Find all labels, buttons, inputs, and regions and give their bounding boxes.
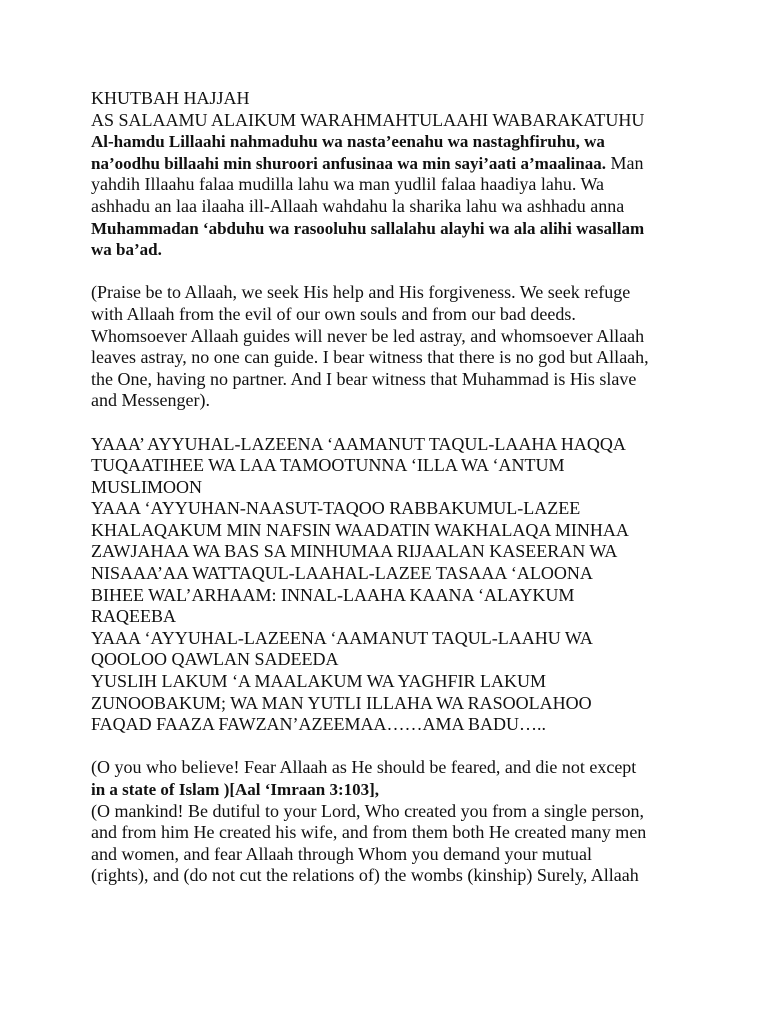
verse-line-2: TUQAATIHEE WA LAA TAMOOTUNNA ‘ILLA WA ‘ANTUM — [91, 455, 565, 476]
opening-line-6: wa ba’ad. — [91, 240, 162, 260]
verse-line-10: YAAA ‘AYYUHAL-LAZEENA ‘AAMANUT TAQUL-LAAHU WA — [91, 627, 593, 648]
verse-line-5: KHALAQAKUM MIN NAFSIN WAADATIN WAKHALAQA MINHAA — [91, 519, 629, 540]
paragraph-gap — [91, 736, 711, 758]
meaning-line-3: (O mankind! Be dutiful to your Lord, Who created you from a single person, — [91, 800, 645, 821]
translation-line-3: Whomsoever Allaah guides will never be led astray, and whomsoever Allaah — [91, 325, 645, 346]
verse-line-9: RAQEEBA — [91, 606, 176, 627]
verse-line-8: BIHEE WAL’ARHAAM: INNAL-LAAHA KAANA ‘ALAYKUM — [91, 584, 575, 605]
verse-line-7: NISAAA’AA WATTAQUL-LAAHAL-LAZEE TASAAA ‘ALOONA — [91, 563, 593, 584]
opening-line-4: ashhadu an laa ilaaha ill-Allaah wahdahu la sharika lahu wa ashhadu anna — [91, 195, 625, 216]
meaning-line-1: (O you who believe! Fear Allaah as He should be feared, and die not except — [91, 757, 637, 778]
verse-line-4: YAAA ‘AYYUHAN-NAASUT-TAQOO RABBAKUMUL-LAZEE — [91, 498, 581, 519]
verse-line-14: FAQAD FAAZA FAWZAN’AZEEMAA……AMA BADU….. — [91, 714, 547, 735]
meaning-line-5: and women, and fear Allaah through Whom you demand your mutual — [91, 843, 593, 864]
paragraph-gap — [91, 261, 711, 283]
meaning-line-4: and from him He created his wife, and from them both He created many men — [91, 822, 647, 843]
opening-line-2 — [91, 153, 711, 175]
meaning-line-6: (rights), and (do not cut the relations of) the wombs (kinship) Surely, Allaah — [91, 865, 639, 886]
verse-line-13: ZUNOOBAKUM; WA MAN YUTLI ILLAHA WA RASOOLAHOO — [91, 692, 592, 713]
translation-line-5: the One, having no partner. And I bear witness that Muhammad is His slave — [91, 368, 637, 389]
opening-line-3: yahdih Illaahu falaa mudilla lahu wa man yudlil falaa haadiya lahu. Wa — [91, 174, 605, 195]
verse-line-12: YUSLIH LAKUM ‘A MAALAKUM WA YAGHFIR LAKUM — [91, 671, 547, 692]
verse-line-6: ZAWJAHAA WA BAS SA MINHUMAA RIJAALAN KASEERAN WA — [91, 541, 618, 562]
opening-line-5: Muhammadan ‘abduhu wa rasooluhu sallalahu alayhi wa ala alihi wasallam — [91, 218, 645, 238]
verse-line-11: QOOLOO QAWLAN SADEEDA — [91, 649, 339, 670]
paragraph-gap — [91, 412, 711, 434]
translation-line-2: with Allaah from the evil of our own souls and from our bad deeds. — [91, 303, 576, 324]
meaning-line-2: in a state of Islam )[Aal ‘Imraan 3:103], — [91, 780, 380, 799]
document-page — [91, 88, 711, 887]
translation-line-6: and Messenger). — [91, 390, 210, 411]
document-title: KHUTBAH HAJJAH — [91, 88, 250, 108]
translation-line-4: leaves astray, no one can guide. I bear witness that there is no god but Allaah, — [91, 347, 649, 368]
opening-line-2-rest: Man — [606, 152, 644, 173]
opening-line-2-bold: na’oodhu billaahi min shuroori anfusinaa wa min sayi’aati a’maalinaa. — [91, 153, 606, 173]
verse-line-1: YAAA’ AYYUHAL-LAZEENA ‘AAMANUT TAQUL-LAAHA HAQQA — [91, 433, 626, 454]
verse-line-3: MUSLIMOON — [91, 476, 203, 497]
greeting-line: AS SALAAMU ALAIKUM WARAHMAHTULAAHI WABARAKATUHU — [91, 109, 645, 130]
opening-line-1: Al-hamdu Lillaahi nahmaduhu wa nasta’eenahu wa nastaghfiruhu, wa — [91, 132, 605, 152]
translation-line-1: (Praise be to Allaah, we seek His help and His forgiveness. We seek refuge — [91, 282, 631, 303]
